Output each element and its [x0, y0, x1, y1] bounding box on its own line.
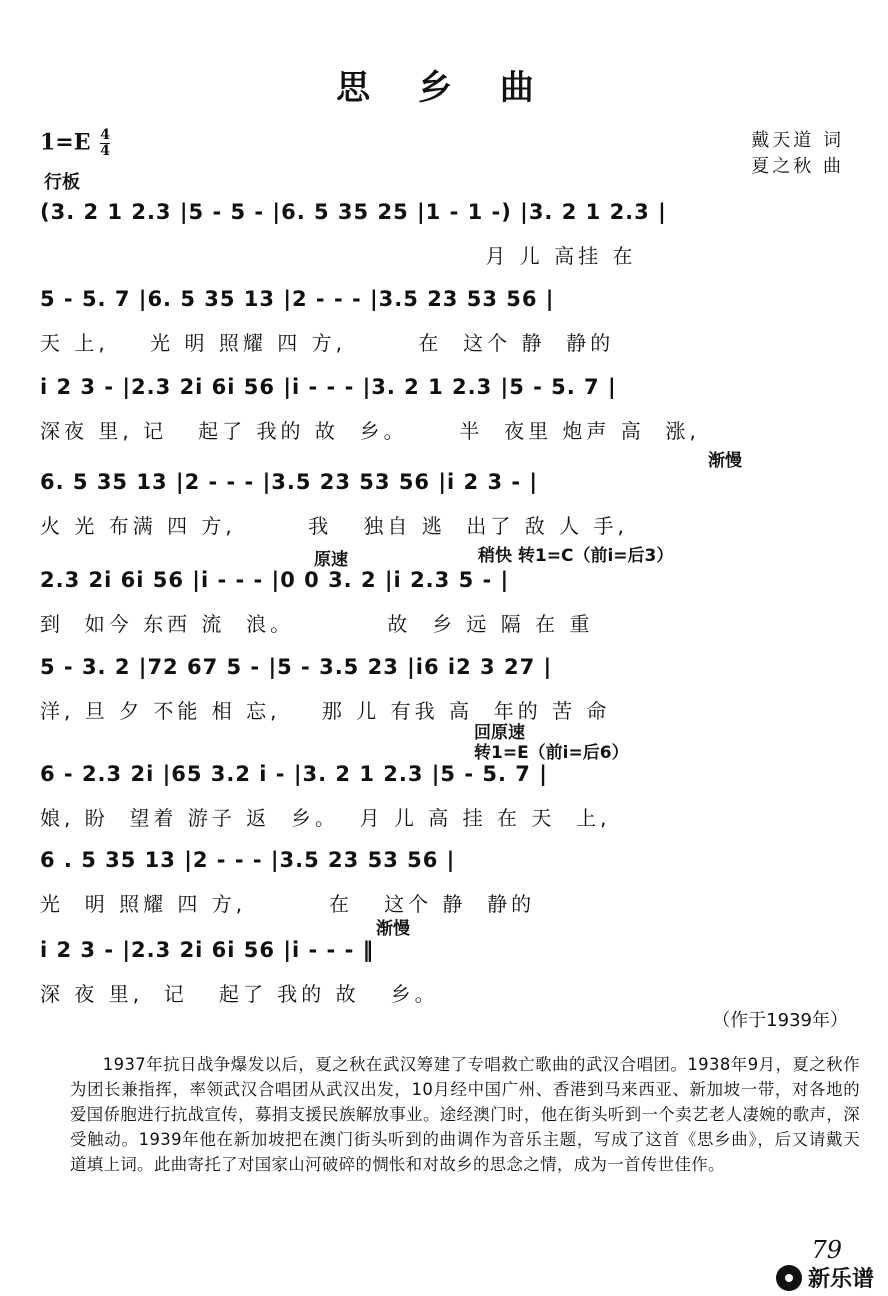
score-line [40, 287, 852, 377]
notation: i 2 3 - |2.3 2i 6i 56 |i - - - ‖ [40, 938, 375, 962]
notation: 6 - 2.3 2i |65 3.2 i - |3. 2 1 2.3 |5 - 5. 7 | [40, 762, 548, 786]
song-title: 思 乡 曲 [336, 68, 552, 108]
notation: 2.3 2i 6i 56 |i - - - |0 0 3. 2 |i 2.3 5 - | [40, 568, 510, 592]
time-signature-bottom: 4 [100, 143, 110, 159]
lyrics: 火 光 布满 四 方, 我 独自 逃 出了 敌 人 手, [40, 514, 628, 538]
lyrics: 月 儿 高挂 在 [40, 244, 637, 268]
lyrics: 深夜 里, 记 起了 我的 故 乡。 半 夜里 炮声 高 涨, [40, 419, 700, 443]
score-line [40, 568, 852, 658]
lyrics: 深 夜 里, 记 起了 我的 故 乡。 [40, 982, 439, 1006]
time-signature [100, 128, 110, 159]
score-line [40, 655, 852, 745]
composition-year: （作于1939年） [712, 1010, 848, 1031]
brand-watermark [776, 1262, 874, 1293]
score-line [40, 848, 852, 938]
score-line [40, 200, 852, 290]
brand-name: 新乐谱 [807, 1267, 874, 1292]
lyrics: 洋, 旦 夕 不能 相 忘, 那 儿 有我 高 年的 苦 命 [40, 699, 611, 723]
lyrics: 天 上, 光 明 照耀 四 方, 在 这个 静 静的 [40, 331, 615, 355]
tempo-mark-original: 原速 [314, 550, 348, 570]
tempo-marking: 行板 [44, 172, 80, 193]
description-paragraph: 1937年抗日战争爆发以后，夏之秋在武汉筹建了专唱救亡歌曲的武汉合唱团。1938年9月，夏之秋作为团长兼指挥，率领武汉合唱团从武汉出发，10月经中国广州、香港到马来西亚、新加坡一带，对各地的爱国侨胞进行抗战宣传，募捐支援民族解放事业。途经澳门时，他在街头听到一个卖艺老人凄婉的歌声，深受触动。1939年他在新加坡把在澳门街头听到的曲调作为音乐主题，写成了这首《思乡曲》，后又请戴天道填上词。此曲寄托了对国家山河破碎的惆怅和对故乡的思念之情，成为一首传世佳作。 [70, 1055, 860, 1174]
notation: (3. 2 1 2.3 |5 - 5 - |6. 5 35 25 |1 - 1 -) |3. 2 1 2.3 | [40, 200, 667, 224]
modulation-mark: 转1=E（前i=后6） [474, 743, 629, 763]
credits [751, 128, 844, 180]
lyrics: 娘, 盼 望着 游子 返 乡。 月 儿 高 挂 在 天 上, [40, 806, 611, 830]
key-label: 1=E [40, 129, 91, 156]
notation: i 2 3 - |2.3 2i 6i 56 |i - - - |3. 2 1 2.3 |5 - 5. 7 | [40, 375, 617, 399]
lyrics: 到 如今 东西 流 浪。 故 乡 远 隔 在 重 [40, 612, 594, 636]
tempo-mark-slowing-2: 渐慢 [376, 919, 410, 939]
time-signature-top: 4 [100, 127, 110, 143]
lyrics: 光 明 照耀 四 方, 在 这个 静 静的 [40, 892, 536, 916]
composer: 夏之秋 曲 [751, 156, 844, 177]
notation: 6 . 5 35 13 |2 - - - |3.5 23 53 56 | [40, 848, 456, 872]
key-signature [40, 128, 110, 159]
tempo-mark-slowing: 渐慢 [708, 451, 742, 471]
notation: 5 - 5. 7 |6. 5 35 13 |2 - - - |3.5 23 53 56 | [40, 287, 555, 311]
tempo-mark-faster: 稍快 转1=C（前i=后3） [478, 546, 674, 566]
score-line [40, 762, 852, 852]
notation: 5 - 3. 2 |72 67 5 - |5 - 3.5 23 |i6 i2 3 27 | [40, 655, 553, 679]
lyricist: 戴天道 词 [751, 130, 844, 151]
record-icon [776, 1265, 802, 1291]
tempo-mark-back: 回原速 [474, 723, 525, 743]
page-number: 79 [811, 1236, 842, 1264]
score-line [40, 470, 852, 560]
notation: 6. 5 35 13 |2 - - - |3.5 23 53 56 |i 2 3 - | [40, 470, 539, 494]
